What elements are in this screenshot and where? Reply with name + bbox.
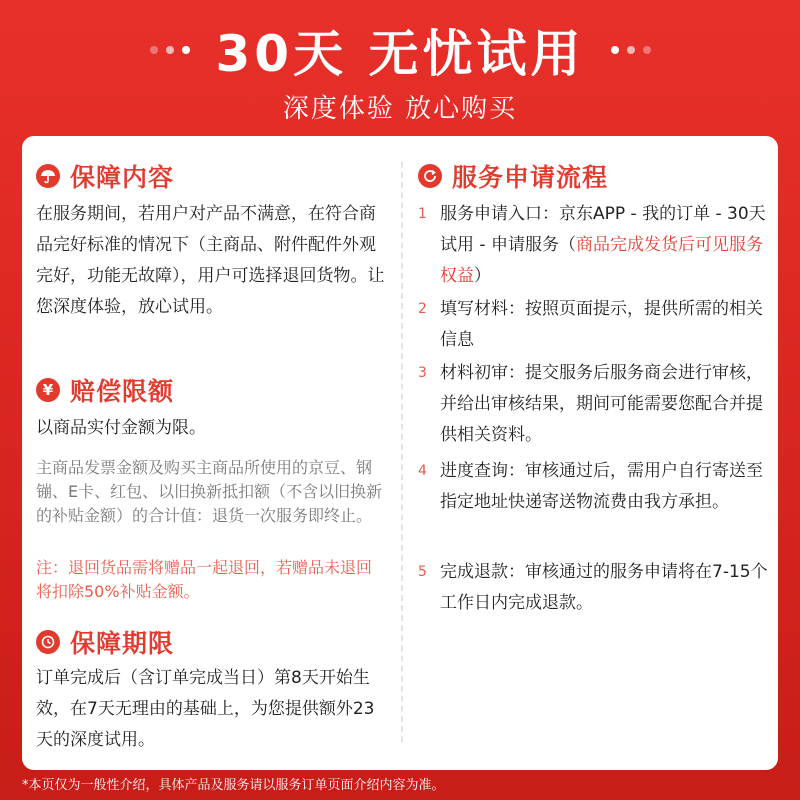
step-number: 2 bbox=[418, 301, 427, 317]
section-compensation-title: 赔偿限额 bbox=[70, 377, 175, 406]
decorative-dots-left bbox=[150, 46, 190, 54]
yen-icon: ¥ bbox=[36, 378, 60, 402]
column-divider bbox=[401, 162, 403, 742]
step-number: 3 bbox=[418, 365, 427, 381]
umbrella-icon bbox=[36, 164, 60, 188]
section-compensation-detail: 主商品发票金额及购买主商品所使用的京豆、钢镚、E卡、红包、以旧换新抵扣额（不含以旧换新的补贴金额）的合计值：退货一次服务即终止。 bbox=[36, 458, 383, 525]
section-compensation-note: 注：退回货品需将赠品一起退回，若赠品未退回将扣除50%补贴金额。 bbox=[36, 558, 373, 601]
process-step bbox=[418, 199, 778, 292]
step-number: 1 bbox=[418, 206, 427, 222]
refresh-icon bbox=[418, 164, 442, 188]
process-step bbox=[418, 557, 778, 619]
step-text: 进度查询：审核通过后，需用户自行寄送至指定地址快递寄送物流费由我方承担。 bbox=[440, 461, 763, 512]
process-step bbox=[418, 456, 778, 518]
decorative-dots-right bbox=[611, 46, 651, 54]
section-guarantee-title: 保障内容 bbox=[70, 163, 175, 192]
section-process-title: 服务申请流程 bbox=[452, 163, 609, 192]
section-guarantee-body: 在服务期间，若用户对产品不满意，在符合商品完好标准的情况下（主商品、附件配件外观完好，功能无故障），用户可选择退回货物。让您深度体验，放心试用。 bbox=[36, 204, 385, 317]
process-step bbox=[418, 294, 778, 356]
info-card bbox=[22, 136, 778, 770]
step-text: 填写材料：按照页面提示，提供所需的相关信息 bbox=[440, 299, 763, 350]
section-compensation-header bbox=[36, 372, 174, 408]
step-number: 4 bbox=[418, 463, 427, 479]
section-period-body: 订单完成后（含订单完成当日）第8天开始生效，在7天无理由的基础上，为您提供额外23天的深度试用。 bbox=[36, 668, 375, 750]
footnote: *本页仅为一般性介绍，具体产品及服务请以服务订单页面介绍内容为准。 bbox=[22, 778, 445, 793]
step-highlight: 商品完成发货后可见服务权益 bbox=[440, 235, 763, 286]
section-guarantee-header bbox=[36, 158, 174, 194]
page-subtitle: 深度体验 放心购买 bbox=[282, 94, 518, 124]
section-process-header bbox=[418, 158, 608, 194]
clock-icon bbox=[36, 630, 60, 654]
step-text: 完成退款：审核通过的服务申请将在7-15个工作日内完成退款。 bbox=[440, 562, 768, 613]
header-title-row bbox=[0, 14, 800, 86]
step-text: 材料初审：提交服务后服务商会进行审核，并给出审核结果，期间可能需要您配合并提供相关资料。 bbox=[440, 363, 763, 445]
section-period-title: 保障期限 bbox=[70, 629, 175, 658]
section-compensation-body: 以商品实付金额为限。 bbox=[36, 418, 206, 438]
process-step bbox=[418, 358, 778, 451]
section-period-header bbox=[36, 624, 174, 660]
step-text: 服务申请入口：京东APP - 我的订单 - 30天试用 - 申请服务（商品完成发货后可见服务权益） bbox=[440, 204, 766, 286]
page-title: 30天 无忧试用 bbox=[215, 25, 585, 83]
step-number: 5 bbox=[418, 564, 427, 580]
